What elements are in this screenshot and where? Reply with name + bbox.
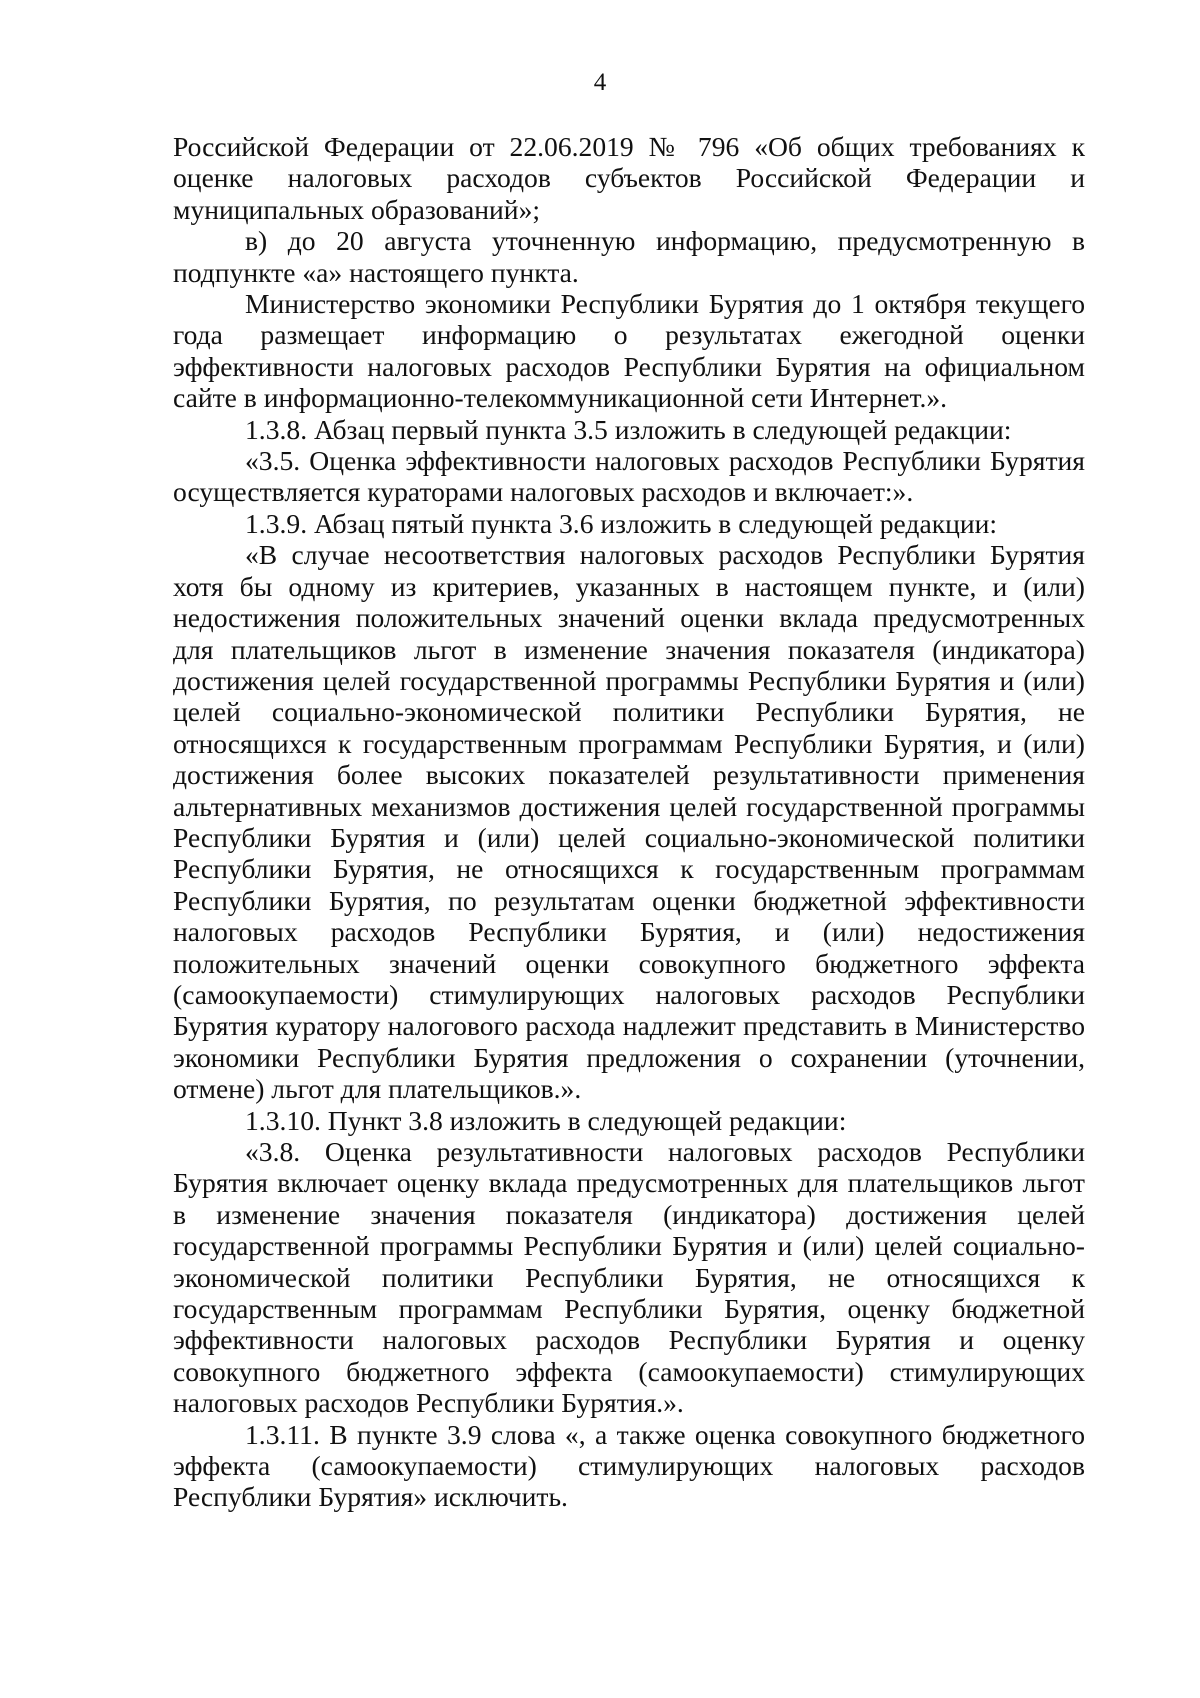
paragraph-quote-3-6: «В случае несоответствия налоговых расходов Республики Бурятия хотя бы одному из критериев, указанных в настоящем пункте, и (или) недостижения положительных значений оценки вклада предусмотренных для плательщиков льгот в изменение значения показателя (индикатора) достижения целей государственной программы Республики Бурятия и (или) целей социально-экономической политики Республики Бурятия, не относящихся к государственным программам Республики Бурятия, и (или) достижения более высоких показателей результативности применения альтернативных механизмов достижения целей государственной программы Республики Бурятия и (или) целей социально-экономической политики Республики Бурятия, не относящихся к государственным программам Республики Бурятия, по результатам оценки бюджетной эффективности налоговых расходов Республики Бурятия, и (или) недостижения положительных значений оценки совокупного бюджетного эффекта (самоокупаемости) стимулирующих налоговых расходов Республики Бурятия куратору налогового расхода надлежит представить в Министерство экономики Республики Бурятия предложения о сохранении (уточнении, отмене) льгот для плательщиков.».: [173, 539, 1085, 1105]
paragraph-ministry-publication: Министерство экономики Республики Бурятия до 1 октября текущего года размещает информацию о результатах ежегодной оценки эффективности налоговых расходов Республики Бурятия на официальном сайте в информационно-телекоммуникационной сети Интернет.».: [173, 288, 1085, 414]
paragraph-quote-3-5: «3.5. Оценка эффективности налоговых расходов Республики Бурятия осуществляется кураторами налоговых расходов и включает:».: [173, 445, 1085, 508]
paragraph-1-3-10: 1.3.10. Пункт 3.8 изложить в следующей редакции:: [245, 1104, 847, 1136]
paragraph-1-3-8: 1.3.8. Абзац первый пункта 3.5 изложить в следующей редакции:: [245, 413, 1012, 445]
document-body: [173, 131, 1085, 1513]
paragraph-item-v: в) до 20 августа уточненную информацию, предусмотренную в подпункте «а» настоящего пункта.: [173, 225, 1085, 288]
paragraph-1-3-11: 1.3.11. В пункте 3.9 слова «, а также оценка совокупного бюджетного эффекта (самоокупаемости) стимулирующих налоговых расходов Республики Бурятия» исключить.: [173, 1418, 1085, 1513]
paragraph-1-3-9: 1.3.9. Абзац пятый пункта 3.6 изложить в следующей редакции:: [245, 507, 998, 539]
paragraph-quote-3-8: «3.8. Оценка результативности налоговых расходов Республики Бурятия включает оценку вклада предусмотренных для плательщиков льгот в изменение значения показателя (индикатора) достижения целей государственной программы Республики Бурятия и (или) целей социально-экономической политики Республики Бурятия, не относящихся к государственным программам Республики Бурятия, оценку бюджетной эффективности налоговых расходов Республики Бурятия и оценку совокупного бюджетного эффекта (самоокупаемости) стимулирующих налоговых расходов Республики Бурятия.».: [173, 1136, 1085, 1419]
paragraph-continuation: Российской Федерации от 22.06.2019 № 796 «Об общих требованиях к оценке налоговых расходов субъектов Российской Федерации и муниципальных образований»;: [173, 131, 1085, 225]
page-number: 4: [593, 69, 607, 96]
